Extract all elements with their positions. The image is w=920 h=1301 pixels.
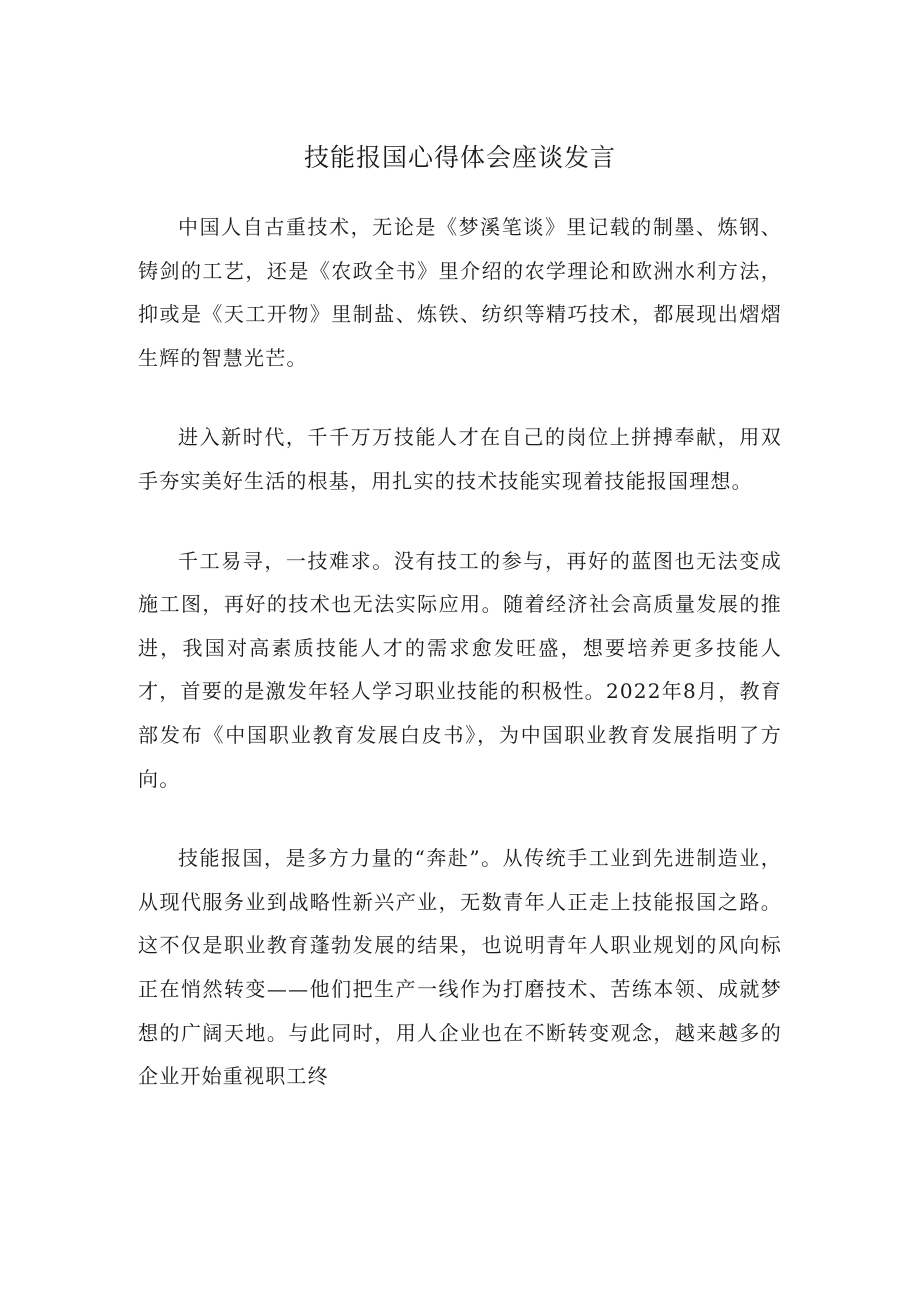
document-title: 技能报国心得体会座谈发言 [303, 143, 616, 172]
paragraph-3: 千工易寻，一技难求。没有技工的参与，再好的蓝图也无法变成施工图，再好的技术也无法实际应用。随着经济社会高质量发展的推进，我国对高素质技能人才的需求愈发旺盛，想要培养更多技能人才，首要的是激发年轻人学习职业技能的积极性。2022年8月，教育部发布《中国职业教育发展白皮书》，为中国职业教育发展指明了方向。 [138, 548, 782, 791]
paragraph-4: 技能报国，是多方力量的“奔赴”。从传统手工业到先进制造业，从现代服务业到战略性新兴产业，无数青年人正走上技能报国之路。这不仅是职业教育蓬勃发展的结果，也说明青年人职业规划的风向标正在悄然转变——他们把生产一线作为打磨技术、苦练本领、成就梦想的广阔天地。与此同时，用人企业也在不断转变观念，越来越多的企业开始重视职工终 [138, 846, 782, 1089]
paragraph-1: 中国人自古重技术，无论是《梦溪笔谈》里记载的制墨、炼钢、铸剑的工艺，还是《农政全书》里介绍的农学理论和欧洲水利方法，抑或是《天工开物》里制盐、炼铁、纺织等精巧技术，都展现出熠熠生辉的智慧光芒。 [138, 215, 782, 370]
document-body [138, 206, 782, 1099]
paragraph-2: 进入新时代，千千万万技能人才在自己的岗位上拼搏奉献，用双手夯实美好生活的根基，用扎实的技术技能实现着技能报国理想。 [138, 425, 782, 493]
